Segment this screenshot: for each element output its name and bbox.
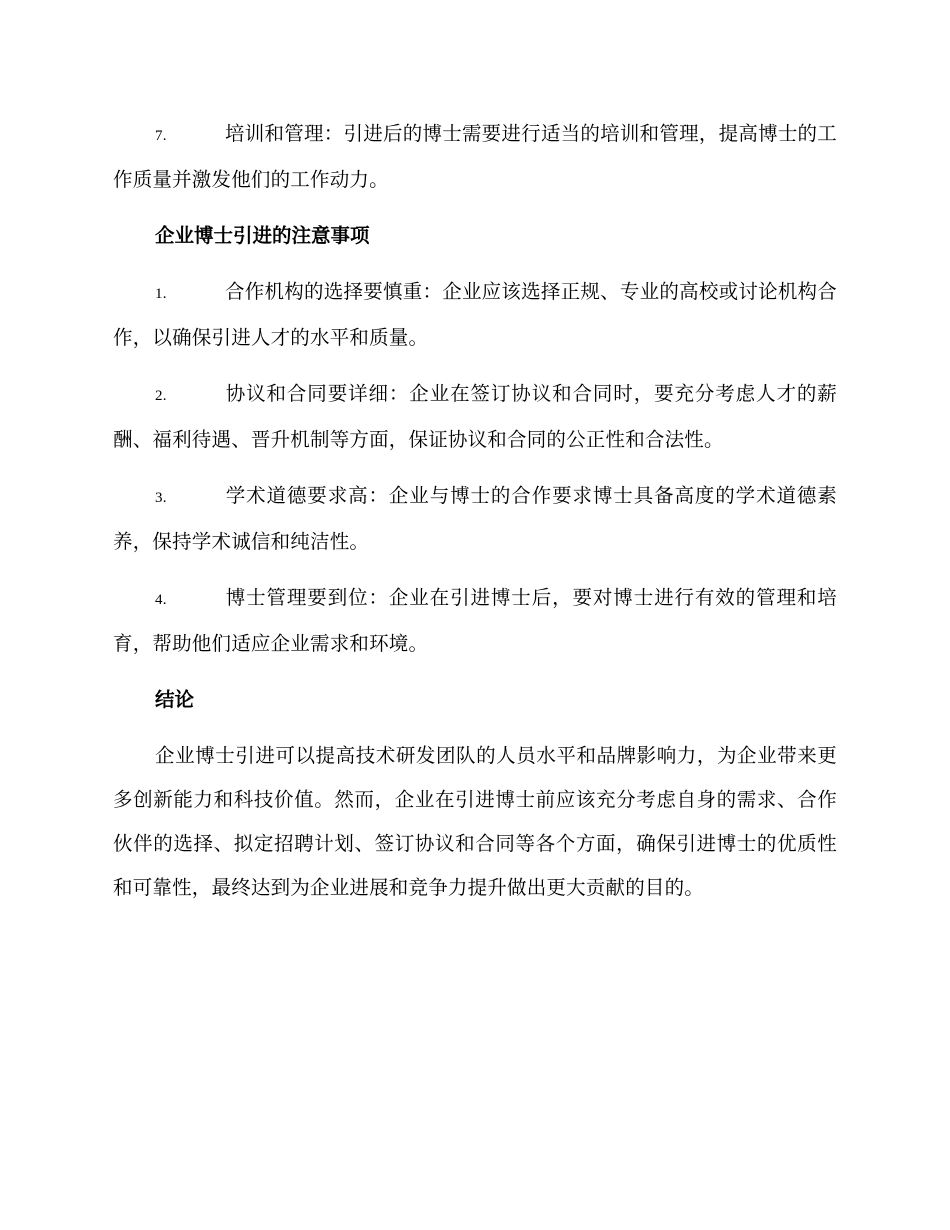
list-item-text: 博士管理要到位：企业在引进博士后，要对博士进行有效的管理和培育，帮助他们适应企业需求和环境。 xyxy=(113,586,837,655)
list-item-text: 学术道德要求高：企业与博士的合作要求博士具备高度的学术道德素养，保持学术诚信和纯洁性。 xyxy=(113,484,837,553)
list-item-number: 1. xyxy=(155,286,167,302)
list-item-2 xyxy=(113,372,837,462)
list-item-number: 3. xyxy=(155,490,167,506)
list-item-7 xyxy=(113,112,837,202)
list-item-4 xyxy=(113,576,837,666)
document-body xyxy=(113,112,837,922)
list-item-number: 7. xyxy=(155,128,167,144)
list-item-text: 培训和管理：引进后的博士需要进行适当的培训和管理，提高博士的工作质量并激发他们的工作动力。 xyxy=(113,122,837,191)
section-heading-notes: 企业博士引进的注意事项 xyxy=(155,224,370,247)
section-heading-conclusion: 结论 xyxy=(155,688,195,711)
list-item-text: 合作机构的选择要慎重：企业应该选择正规、专业的高校或讨论机构合作，以确保引进人才的水平和质量。 xyxy=(113,280,837,349)
list-item-text: 协议和合同要详细：企业在签订协议和合同时，要充分考虑人才的薪酬、福利待遇、晋升机制等方面，保证协议和合同的公正性和合法性。 xyxy=(113,382,837,451)
list-item-number: 2. xyxy=(155,388,167,404)
list-item-1 xyxy=(113,270,837,360)
list-item-3 xyxy=(113,474,837,564)
conclusion-paragraph: 企业博士引进可以提高技术研发团队的人员水平和品牌影响力，为企业带来更多创新能力和科技价值。然而，企业在引进博士前应该充分考虑自身的需求、合作伙伴的选择、拟定招聘计划、签订协议和合同等各个方面，确保引进博士的优质性和可靠性，最终达到为企业进展和竞争力提升做出更大贡献的目的。 xyxy=(113,744,837,899)
list-item-number: 4. xyxy=(155,592,167,608)
